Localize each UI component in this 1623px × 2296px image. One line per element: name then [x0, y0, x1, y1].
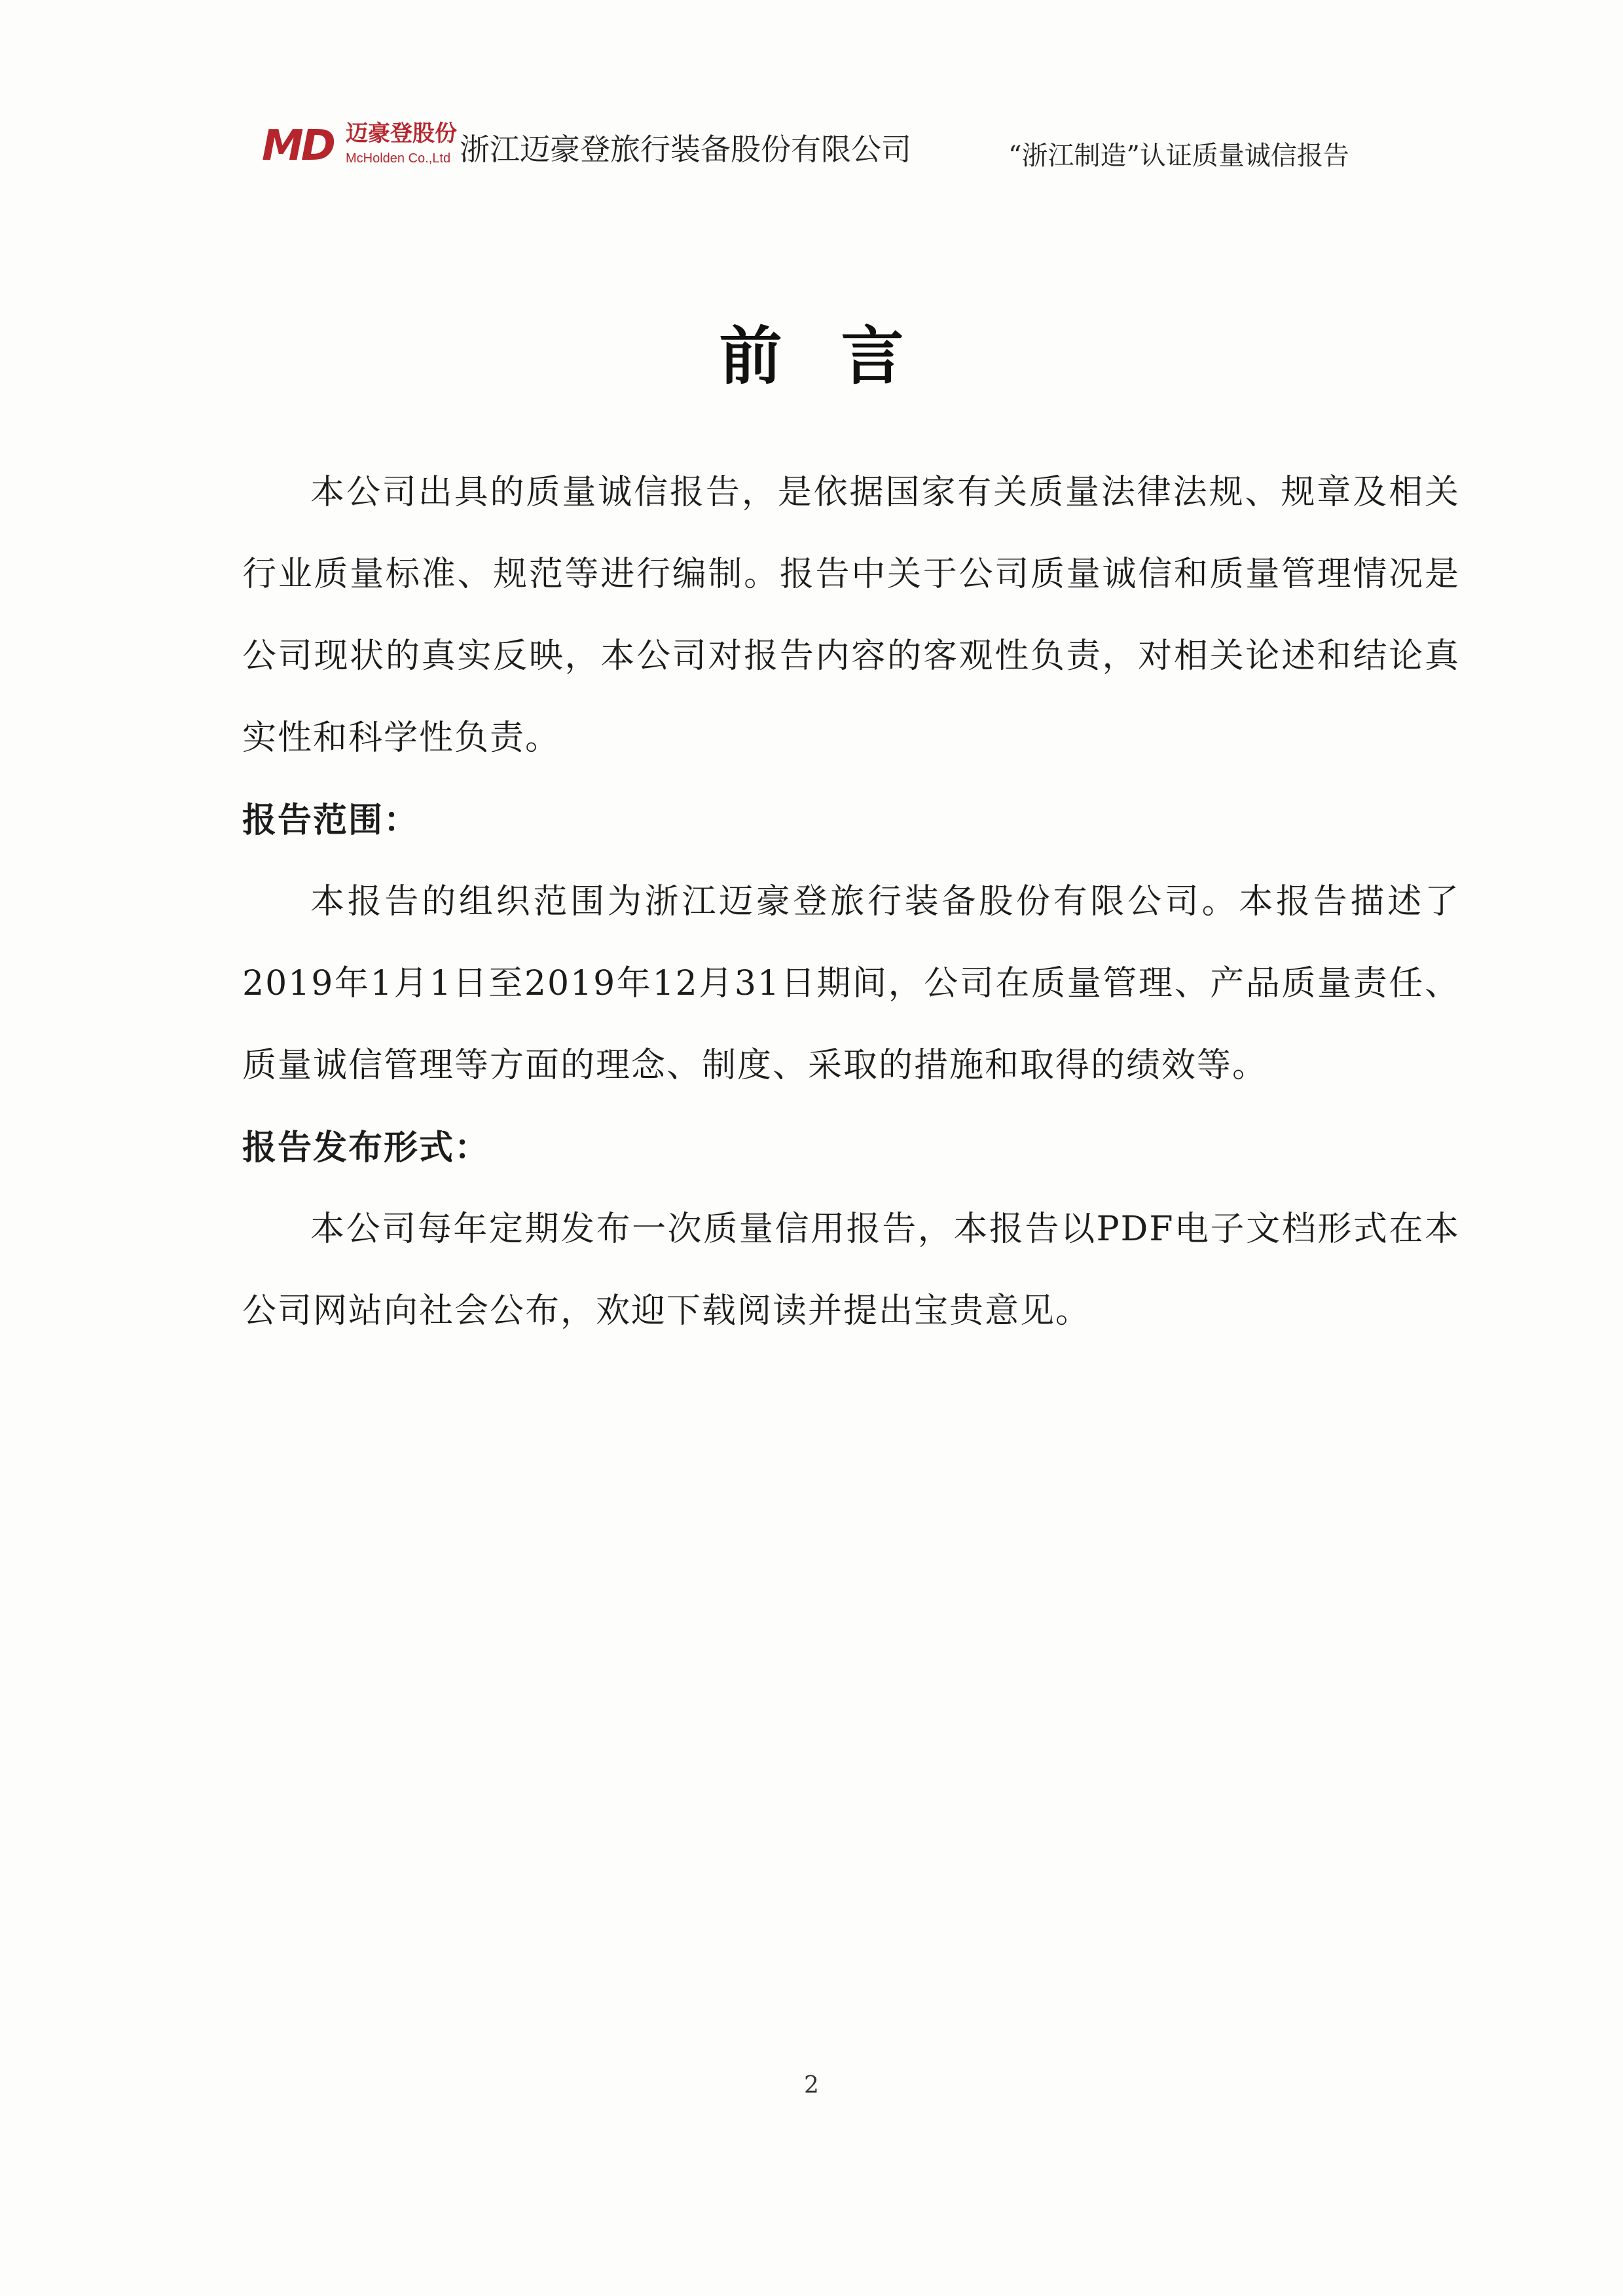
- intro-paragraph: 本公司出具的质量诚信报告，是依据国家有关质量法律法规、规章及相关行业质量标准、规范等进行编制。报告中关于公司质量诚信和质量管理情况是公司现状的真实反映，本公司对报告内容的客观性负责，对相关论述和结论真实性和科学性负责。: [242, 473, 1460, 758]
- company-logo: [262, 118, 458, 177]
- page-header: [262, 111, 1401, 190]
- page-title: 前言: [719, 319, 963, 394]
- publish-heading: 报告发布形式：: [242, 1128, 490, 1168]
- header-report-title: “浙江制造”认证质量诚信报告: [1008, 141, 1349, 171]
- header-company-name: 浙江迈豪登旅行装备股份有限公司: [460, 132, 911, 167]
- page-number: 2: [804, 2072, 819, 2099]
- logo-english-text: McHolden Co.,Ltd: [346, 151, 451, 166]
- document-body: [242, 452, 1460, 1352]
- logo-mark: MD: [262, 122, 333, 170]
- scope-heading: 报告范围：: [242, 800, 420, 840]
- publish-paragraph: 本公司每年定期发布一次质量信用报告，本报告以PDF电子文档形式在本公司网站向社会公布，欢迎下载阅读并提出宝贵意见。: [242, 1210, 1460, 1331]
- scope-paragraph: 本报告的组织范围为浙江迈豪登旅行装备股份有限公司。本报告描述了2019年1月1日至2019年12月31日期间，公司在质量管理、产品质量责任、质量诚信管理等方面的理念、制度、采取的措施和取得的绩效等。: [242, 882, 1460, 1085]
- logo-chinese-text: 迈豪登股份: [346, 120, 457, 147]
